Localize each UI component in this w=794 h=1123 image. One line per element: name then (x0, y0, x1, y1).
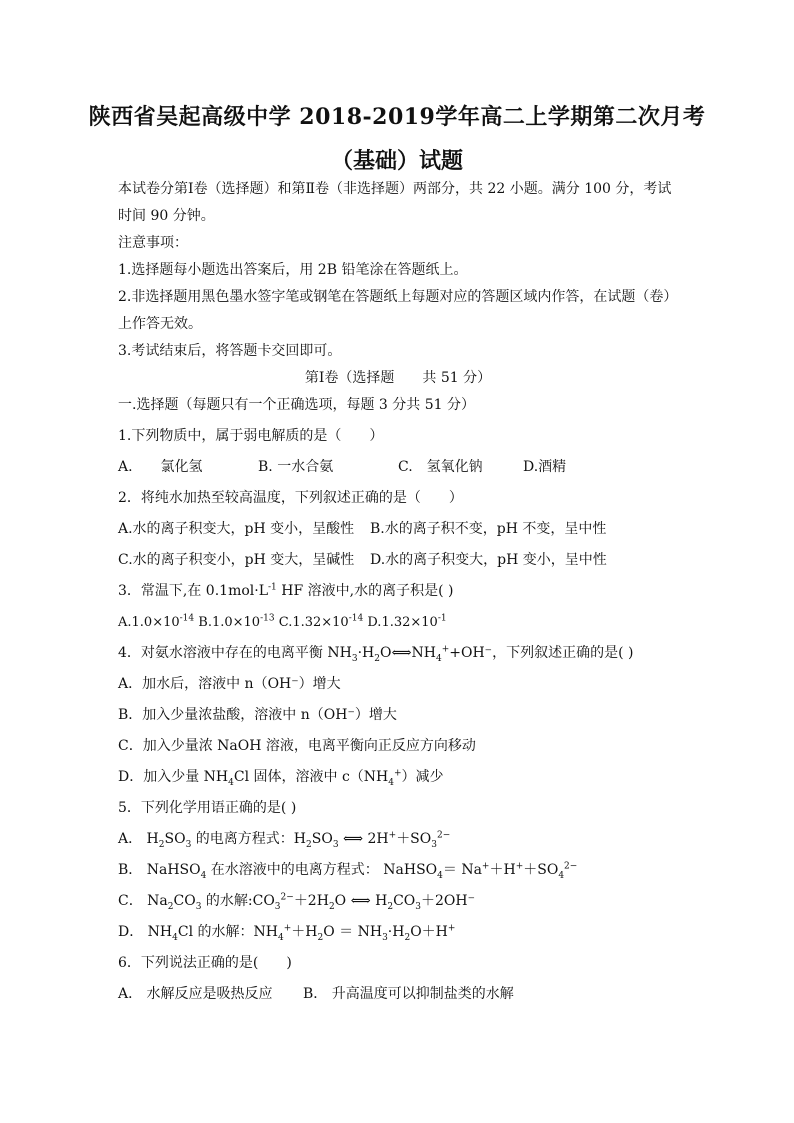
question-6-option-a: A． 水解反应是吸热反应 (118, 986, 273, 1002)
question-2-option-b: B.水的离子积不变，pH 不变，呈中性 (370, 521, 607, 537)
question-6-options (118, 981, 678, 1008)
section-instruction: 一.选择题（每题只有一个正确选项，每题 3 分共 51 分） (118, 397, 475, 413)
intro-text: 本试卷分第Ⅰ卷（选择题）和第Ⅱ卷（非选择题）两部分，共 22 小题。满分 100 分，考试时间 90 分钟。 (118, 181, 672, 224)
question-4-stem: 4．对氨水溶液中存在的电离平衡 $NH_3\cdot H_2O⟺NH_4^++OH^-$，下列叙述正确的是( ) (118, 644, 634, 664)
question-2-options-ab (118, 516, 678, 543)
question-1-option-b: B. 一水合氨 (258, 459, 334, 475)
question-5-stem: 5．下列化学用语正确的是( ) (118, 800, 297, 816)
question-4-option-c: C．加入少量浓 NaOH 溶液，电离平衡向正反应方向移动 (118, 738, 476, 754)
title-line-1: 陕西省吴起高级中学 2018-2019学年高二上学期第二次月考 (88, 104, 706, 130)
question-5-option-a: A． $H_2SO_3$ 的电离方程式：$H_2SO_3$ ⟺ $2H^++SO_3^{2-}$ (118, 830, 451, 850)
question-3-option-c: $C.1.32\times 10^{-14}$ (274, 613, 364, 630)
question-5-option-b: B． NaHSO$_4$ 在水溶液中的电离方程式： NaHSO$_4$＝ $Na^++H^++SO_4^{2-}$ (118, 861, 578, 881)
notice-label: 注意事项： (118, 235, 188, 251)
question-4-option-d: D．加入少量 $NH_4Cl$ 固体，溶液中 $c(NH_4^+)$减少 (118, 768, 444, 788)
question-1-options (118, 454, 678, 481)
question-6-option-b: B． 升高温度可以抑制盐类的水解 (303, 986, 514, 1002)
question-3-option-b: $B.1.0\times 10^{-13}$ (194, 613, 275, 630)
question-1-option-c: C. 氢氧化钠 (398, 459, 483, 475)
notice-item-1: 1.选择题每小题选出答案后，用 2B 铅笔涂在答题纸上。 (118, 262, 468, 278)
notice-item-3: 3.考试结束后，将答题卡交回即可。 (118, 343, 342, 359)
question-2-option-d: D.水的离子积变大，pH 变小，呈中性 (370, 552, 607, 568)
question-1-option-d: D.酒精 (523, 459, 567, 475)
question-2-stem: 2．将纯水加热至较高温度，下列叙述正确的是（ ） (118, 490, 463, 506)
question-3-options (118, 609, 678, 636)
question-2-option-a: A.水的离子积变大，pH 变小，呈酸性 (118, 521, 355, 537)
question-4-option-a: A．加水后，溶液中 n（OH⁻）增大 (118, 676, 341, 692)
document-body (118, 176, 678, 1008)
question-6-stem: 6．下列说法正确的是( ) (118, 955, 292, 971)
question-5-option-c: C． $Na_2CO_3$ 的水解$:CO_3^{2-}+2H_2O$ ⟺ $H_2CO_3+2OH^-$ (118, 892, 475, 912)
question-3-option-d: $D.1.32\times 10^{-1}$ (363, 613, 447, 630)
question-1-option-a: A. 氯化氢 (118, 459, 203, 475)
title-line-2: （基础）试题 (330, 148, 463, 174)
question-4-option-b: B．加入少量浓盐酸，溶液中 n（OH⁻）增大 (118, 707, 397, 723)
question-2-option-c: C.水的离子积变小，pH 变大，呈碱性 (118, 552, 355, 568)
section-heading: 第Ⅰ卷（选择题 共 51 分） (304, 370, 492, 386)
notice-item-2: 2.非选择题用黑色墨水签字笔或钢笔在答题纸上每题对应的答题区域内作答，在试题（卷）上作答无效。 (118, 289, 678, 332)
question-2-options-cd (118, 547, 678, 574)
question-1-stem: 1.下列物质中，属于弱电解质的是（ ） (118, 428, 384, 444)
question-3-option-a: $A.1.0\times 10^{-14}$ (118, 613, 195, 630)
question-3-stem: 3．常温下,在 $0.1mol\cdot L^{-1}$ HF 溶液中,水的离子积是( ) (118, 582, 454, 599)
question-5-option-d: D． $NH_4Cl$ 的水解：$NH_4^++H_2O = NH_3\cdot H_2O+H^+$ (118, 923, 456, 943)
